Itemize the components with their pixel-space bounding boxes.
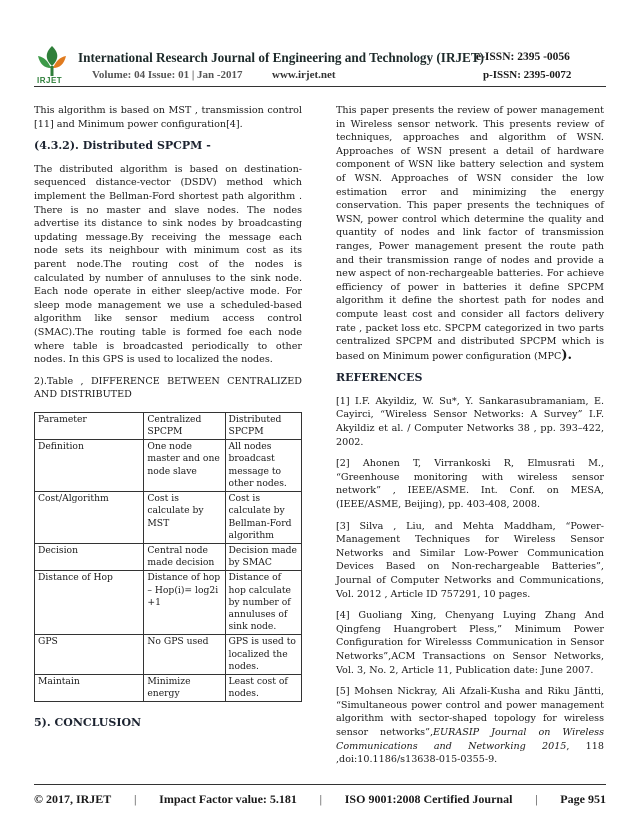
comparison-table xyxy=(34,412,302,702)
footer-separator: | xyxy=(319,792,323,806)
footer-separator: | xyxy=(134,792,137,806)
logo-text: IRJET xyxy=(37,76,63,85)
section-heading-references: REFERENCES xyxy=(336,371,423,385)
table-cell: Distance of hop – Hop(i)= log2i +1 xyxy=(144,571,225,635)
table-cell: Least cost of nodes. xyxy=(225,674,301,701)
reference-item: [2] Ahonen T, Virrankoski R, Elmusrati M., “Greenhouse monitoring with wireless sensor network” , IEEE/ASME. Int. Conf. on MESA, (IEEE/ASME, Beijing), pp. 403-408, 2008. xyxy=(336,458,604,511)
section-heading-distributed-spcpm: (4.3.2). Distributed SPCPM - xyxy=(34,139,211,153)
footer-separator: | xyxy=(535,792,538,806)
footer-rule xyxy=(34,784,606,785)
table-header-cell: Parameter xyxy=(35,412,144,439)
table-cell: All nodes broadcast message to other nodes. xyxy=(225,440,301,492)
section-heading-conclusion: 5). CONCLUSION xyxy=(34,716,142,730)
reference-text: [5] Mohsen Nickray, Ali Afzali-Kusha and Riku Jäntti, “Simultaneous power control and power management algorithm with sector-shaped topology for wireless sensor networks”, xyxy=(336,686,604,738)
table-cell: No GPS used xyxy=(144,635,225,675)
table-cell: Distance of hop calculate by number of annuluses of sink node. xyxy=(225,571,301,635)
journal-title: International Research Journal of Engineering and Technology (IRJET) xyxy=(78,50,485,65)
conclusion-end: ). xyxy=(561,347,572,363)
table-header-cell: Centralized SPCPM xyxy=(144,412,225,439)
table-cell: Definition xyxy=(35,440,144,492)
e-issn: e-ISSN: 2395 -0056 xyxy=(476,51,570,63)
reference-item: [1] I.F. Akyildiz, W. Su*, Y. Sankarasubramaniam, E. Cayirci, “Wireless Sensor Networks: A Survey” I.F. Akyildiz et al. / Computer Networks 38 , pp. 393–422, 2002. xyxy=(336,395,604,448)
table-cell: Decision xyxy=(35,543,144,570)
table-cell: GPS is used to localized the nodes. xyxy=(225,635,301,675)
table-header-row xyxy=(35,412,302,439)
footer-iso: ISO 9001:2008 Certified Journal xyxy=(344,792,513,806)
table-cell: One node master and one node slave xyxy=(144,440,225,492)
table-cell: GPS xyxy=(35,635,144,675)
reference-item: [4] Guoliang Xing, Chenyang Luying Zhang And Qingfeng Huangrobert Pless,” Minimum Power Configuration for Wirelesss Communication in Sensor Networks”,ACM Transactions on Sensor Networks, Vol. 3, No. 2, Article 11, Publication date: June 2007. xyxy=(336,610,604,676)
header-rule xyxy=(34,86,606,87)
table-row xyxy=(35,635,302,675)
website-link[interactable]: www.irjet.net xyxy=(272,69,336,81)
table-cell: Central node made decision xyxy=(144,543,225,570)
reference-text: , 118 ,doi:10.1186/s13638-015-0355-9. xyxy=(336,740,604,766)
table-header-cell: Distributed SPCPM xyxy=(225,412,301,439)
footer-page-number: Page 951 xyxy=(560,792,606,806)
reference-item xyxy=(336,685,604,767)
table-cell: Cost/Algorithm xyxy=(35,492,144,544)
conclusion-paragraph xyxy=(336,104,604,363)
volume-issue: Volume: 04 Issue: 01 | Jan -2017 xyxy=(92,69,243,81)
intro-paragraph: This algorithm is based on MST , transmission control [11] and Minimum power configuration[4]. xyxy=(34,105,302,130)
table-cell: Minimize energy xyxy=(144,674,225,701)
table-row xyxy=(35,492,302,544)
table-row xyxy=(35,674,302,701)
table-cell: Decision made by SMAC xyxy=(225,543,301,570)
page-footer xyxy=(34,792,606,807)
table-caption: 2).Table , DIFFERENCE BETWEEN CENTRALIZED AND DISTRIBUTED xyxy=(34,375,302,401)
footer-copyright: © 2017, IRJET xyxy=(34,792,112,806)
irjet-logo-icon xyxy=(34,44,70,80)
table-cell: Cost is calculate by MST xyxy=(144,492,225,544)
table-row xyxy=(35,571,302,635)
footer-impact-factor: Impact Factor value: 5.181 xyxy=(159,792,297,806)
reference-journal: EURASIP Journal on Wireless Communications and Networking 2015 xyxy=(336,726,605,752)
p-issn: p-ISSN: 2395-0072 xyxy=(483,69,572,81)
reference-item: [3] Silva , Liu, and Mehta Maddham, “Power-Management Techniques for Wireless Sensor Networks and Similar Low-Power Communication Devices Based on Non-rechargeable Batteries”, Journal of Computer Networks and Communications, Vol. 2012 , Article ID 757291, 10 pages. xyxy=(336,520,604,600)
right-column xyxy=(336,104,604,775)
table-cell: Distance of Hop xyxy=(35,571,144,635)
table-row xyxy=(35,440,302,492)
conclusion-text: This paper presents the review of power management in Wireless sensor network. This presents review of techniques, approaches and algorithm of WSN. Approaches of WSN present a detail of hardware component of WSN like battery selection and system of WSN. Approaches of WSN consider the low estimation error and minimizing the energy conservation. This paper presents the techniques of WSN, power control which determine the quality and quantity of nodes and link factor of transmission ranges, Power management present the route path and their transmission range of nodes and provide a new aspect of non-rechargeable batteries. For achieve efficiency of power in batteries it define SPCPM algorithm it define the shortest path for nodes and compute least cost and consider all factors delivery rate , packet loss etc. SPCPM categorized in two parts centralized SPCPM and distributed SPCPM which is based on Minimum power configuration (MPC xyxy=(336,105,604,362)
distributed-spcpm-paragraph: The distributed algorithm is based on destination-sequenced distance-vector (DSDV) method which implement the Bellman-Ford shortest path algorithm . There is no master and slave nodes. The nodes advertise its distance to sink nodes by broadcasting updating message.By receiving the message each node sets its neighbour with minimum cost as its parent node.The routing cost of the nodes is calculated by number of annuluses to the sink node. Each node operate in either sleep/active mode. For sleep mode management we use a scheduled-based algorithm like sensor medium access control (SMAC).The routing table is formed foe each node where table is broadcasted periodically to other nodes. In this GPS is used to localized the nodes. xyxy=(34,163,302,366)
left-column xyxy=(34,104,302,740)
table-cell: Cost is calculate by Bellman-Ford algorithm xyxy=(225,492,301,544)
page-header xyxy=(0,0,638,84)
table-cell: Maintain xyxy=(35,674,144,701)
table-row xyxy=(35,543,302,570)
